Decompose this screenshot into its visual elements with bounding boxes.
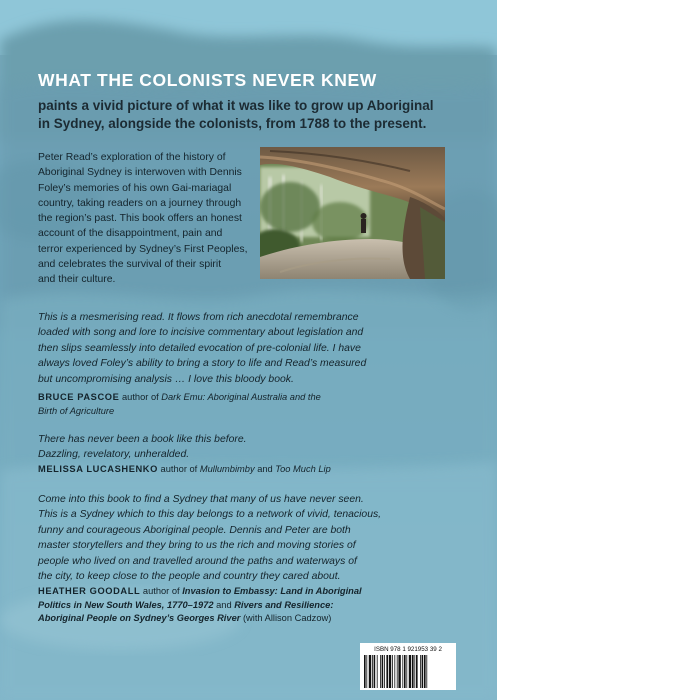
quote-line: This is a mesmerising read. It flows from rich anecdotal remembrance bbox=[38, 312, 359, 323]
quote-line: people who lived on and travelled around the paths and waterways of bbox=[38, 555, 357, 567]
description-line: and their culture. bbox=[38, 274, 116, 286]
description-line: country, taking readers on a journey through bbox=[38, 197, 242, 209]
review-attribution-pascoe: BRUCE PASCOE author of Dark Emu: Aboriginal Australia and the Birth of Agriculture bbox=[38, 392, 321, 416]
book-title: Birth of Agriculture bbox=[38, 405, 115, 416]
review-quote-pascoe bbox=[38, 310, 478, 387]
barcode-icon bbox=[360, 643, 456, 690]
reviewer-name: HEATHER GOODALL bbox=[38, 586, 141, 596]
description-line: Foley’s memories of his own Gai-mariagal bbox=[38, 182, 232, 194]
reviewer-name: MELISSA LUCASHENKO bbox=[38, 464, 158, 474]
quote-line: master storytellers and they bring to us the rich and moving stories of bbox=[38, 540, 356, 552]
isbn-barcode bbox=[360, 643, 456, 690]
description-line: terror experienced by Sydney’s First Peoples, bbox=[38, 243, 248, 255]
rock-overhang-photo-icon bbox=[260, 147, 445, 279]
quote-line: the city, to keep close to the people and country they cared about. bbox=[38, 571, 341, 583]
quote-line: always loved Foley’s ability to bring a story to life and Read’s measured bbox=[38, 358, 367, 370]
book-title: Politics in New South Wales, 1770–1972 bbox=[38, 599, 214, 610]
review-quote-goodall bbox=[38, 492, 478, 584]
book-title: Too Much Lip bbox=[275, 464, 331, 474]
book-title: Aboriginal People on Sydney’s Georges River bbox=[38, 613, 241, 623]
book-title: Invasion to Embassy: Land in Aboriginal bbox=[182, 586, 362, 596]
description-line: and celebrates the survival of their spirit bbox=[38, 259, 222, 271]
rock-overhang-photo bbox=[260, 147, 445, 279]
review-attribution-goodall: HEATHER GOODALL author of Invasion to Embassy: Land in Aboriginal Politics in New South Wales, 1770–1972 and Rivers and Resilience: Aboriginal People on Sydney’s Georges River (with Allison Cadzow) bbox=[38, 586, 362, 623]
description-line: the region’s past. This book offers an honest bbox=[38, 213, 242, 225]
review-quote-lucashenko bbox=[38, 432, 478, 463]
quote-line: funny and courageous Aboriginal people. Dennis and Peter are both bbox=[38, 524, 351, 536]
quote-line: This is a Sydney which to this day belongs to a network of vivid, tenacious, bbox=[38, 509, 382, 521]
book-description bbox=[38, 150, 256, 288]
review-attribution-lucashenko: MELISSA LUCASHENKO author of Mullumbimby and Too Much Lip bbox=[38, 464, 331, 474]
description-line: Peter Read’s exploration of the history of bbox=[38, 152, 226, 163]
reviewer-name: BRUCE PASCOE bbox=[38, 392, 120, 402]
quote-line: then slips seamlessly into detailed evocation of pre-colonial life. I have bbox=[38, 342, 361, 354]
quote-line: Come into this book to find a Sydney that many of us have never seen. bbox=[38, 494, 364, 505]
book-title: Mullumbimby bbox=[199, 464, 255, 474]
quote-line: but uncompromising analysis … I love this bloody book. bbox=[38, 373, 294, 385]
book-tagline-title: WHAT THE COLONISTS NEVER KNEW bbox=[38, 70, 377, 90]
description-line: account of the disappointment, pain and bbox=[38, 228, 223, 240]
quote-line: loaded with song and lore to incisive commentary about legislation and bbox=[38, 327, 364, 339]
lede-line: paints a vivid picture of what it was like to grow up Aboriginal bbox=[38, 98, 434, 113]
quote-line: There has never been a book like this before. bbox=[38, 434, 247, 445]
quote-line: Dazzling, revelatory, unheralded. bbox=[38, 449, 190, 461]
book-title: Dark Emu: Aboriginal Australia and the bbox=[161, 392, 321, 402]
isbn-number: ISBN 978 1 921953 39 2 bbox=[374, 646, 442, 653]
book-lede bbox=[38, 97, 478, 133]
description-line: Aboriginal Sydney is interwoven with Dennis bbox=[38, 167, 242, 179]
book-title: Rivers and Resilience: bbox=[234, 599, 334, 610]
lede-line: in Sydney, alongside the colonists, from 1788 to the present. bbox=[38, 116, 427, 131]
